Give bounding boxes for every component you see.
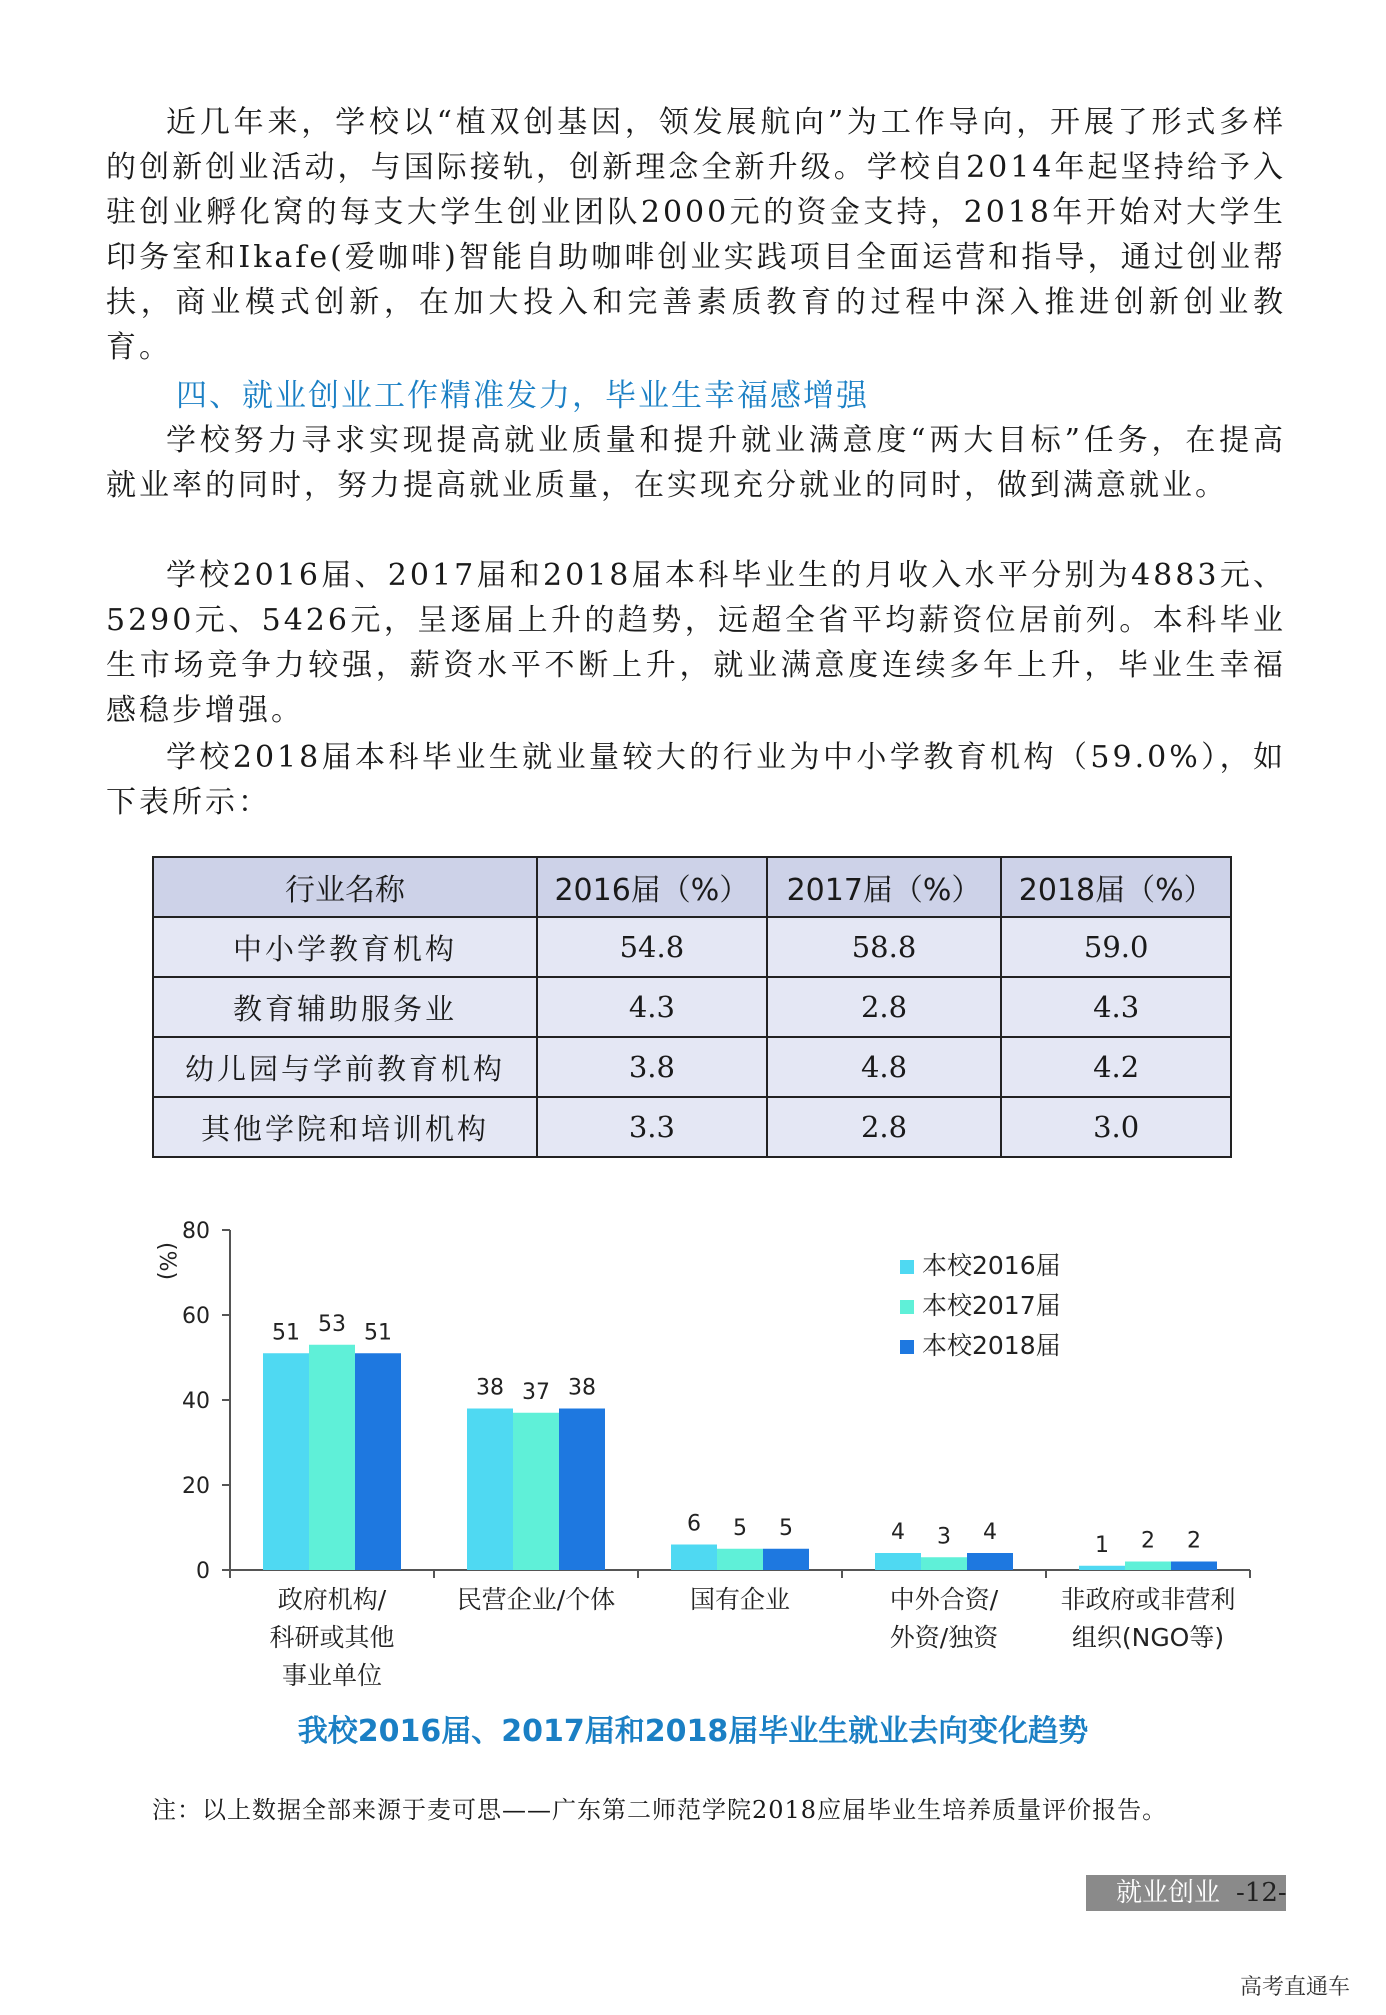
bar bbox=[513, 1413, 559, 1570]
bar-value-label: 2 bbox=[1141, 1528, 1155, 1554]
bar bbox=[671, 1545, 717, 1571]
y-tick-label: 60 bbox=[182, 1304, 210, 1329]
watermark-text: 高考直通车 bbox=[1240, 1975, 1351, 2000]
table-cell: 3.3 bbox=[537, 1097, 767, 1157]
table-cell: 4.3 bbox=[537, 977, 767, 1037]
bar-value-label: 5 bbox=[779, 1515, 793, 1541]
bar-value-label: 1 bbox=[1095, 1532, 1109, 1558]
table-header: 行业名称 bbox=[153, 857, 537, 917]
bar-value-label: 2 bbox=[1187, 1528, 1201, 1554]
bar bbox=[763, 1549, 809, 1570]
footer-section-tab: 就业创业 bbox=[1086, 1875, 1286, 1911]
x-category-label: 非政府或非营利 bbox=[1060, 1585, 1236, 1614]
bar-value-label: 6 bbox=[687, 1511, 701, 1537]
x-category-label: 外资/独资 bbox=[889, 1623, 999, 1652]
bar-value-label: 51 bbox=[272, 1320, 300, 1346]
y-axis-label: (%) bbox=[154, 1242, 179, 1281]
table-cell: 3.8 bbox=[537, 1037, 767, 1097]
legend-label: 本校2016届 bbox=[922, 1251, 1061, 1280]
bar bbox=[355, 1353, 401, 1570]
table-cell: 4.3 bbox=[1001, 977, 1231, 1037]
y-tick-label: 80 bbox=[182, 1219, 210, 1244]
bar-value-label: 38 bbox=[568, 1375, 596, 1401]
bar-value-label: 53 bbox=[318, 1311, 346, 1337]
table-cell: 59.0 bbox=[1001, 917, 1231, 977]
table-header-row bbox=[153, 857, 1231, 917]
employment-trend-chart bbox=[120, 1200, 1280, 1700]
x-category-label: 组织(NGO等) bbox=[1071, 1623, 1225, 1652]
x-category-label: 中外合资/ bbox=[889, 1585, 999, 1614]
bar bbox=[1171, 1562, 1217, 1571]
section-heading: 四、就业创业工作精准发力，毕业生幸福感增强 bbox=[176, 378, 869, 414]
bar bbox=[1079, 1566, 1125, 1570]
chart-caption: 我校2016届、2017届和2018届毕业生就业去向变化趋势 bbox=[297, 1714, 1089, 1749]
table-row bbox=[153, 977, 1231, 1037]
table-cell: 58.8 bbox=[767, 917, 1002, 977]
bar bbox=[309, 1345, 355, 1570]
paragraph-goals: 学校努力寻求实现提高就业质量和提升就业满意度“两大目标”任务，在提高就业率的同时，努力提高就业质量，在实现充分就业的同时，做到满意就业。 bbox=[106, 423, 1286, 503]
bar bbox=[875, 1553, 921, 1570]
x-category-label: 科研或其他 bbox=[269, 1623, 395, 1652]
x-category-label: 政府机构/ bbox=[277, 1585, 387, 1614]
bar-value-label: 37 bbox=[522, 1379, 550, 1405]
table-cell: 其他学院和培训机构 bbox=[153, 1097, 537, 1157]
bar bbox=[467, 1409, 513, 1571]
y-tick-label: 20 bbox=[182, 1474, 210, 1499]
table-cell: 中小学教育机构 bbox=[153, 917, 537, 977]
table-header: 2016届（%） bbox=[537, 857, 767, 917]
table-cell: 教育辅助服务业 bbox=[153, 977, 537, 1037]
table-cell: 2.8 bbox=[767, 1097, 1002, 1157]
table-row bbox=[153, 1097, 1231, 1157]
bar bbox=[263, 1353, 309, 1570]
legend-label: 本校2018届 bbox=[922, 1331, 1061, 1360]
paragraph-industry: 学校2018届本科毕业生就业量较大的行业为中小学教育机构（59.0%），如下表所示： bbox=[106, 740, 1286, 820]
bar-value-label: 4 bbox=[891, 1520, 905, 1545]
table-row bbox=[153, 1037, 1231, 1097]
table-cell: 2.8 bbox=[767, 977, 1002, 1037]
table-cell: 54.8 bbox=[537, 917, 767, 977]
source-note: 注：以上数据全部来源于麦可思——广东第二师范学院2018应届毕业生培养质量评价报告。 bbox=[152, 1796, 1168, 1824]
x-category-label: 国有企业 bbox=[689, 1585, 791, 1614]
legend-swatch bbox=[900, 1340, 914, 1354]
paragraph-income: 学校2016届、2017届和2018届本科毕业生的月收入水平分别为4883元、5290元、5426元，呈逐届上升的趋势，远超全省平均薪资位居前列。本科毕业生市场竞争力较强，薪资水平不断上升，就业满意度连续多年上升，毕业生幸福感稳步增强。 bbox=[106, 558, 1286, 728]
bar-value-label: 3 bbox=[937, 1524, 951, 1550]
table-cell: 3.0 bbox=[1001, 1097, 1231, 1157]
bar bbox=[921, 1557, 967, 1570]
x-category-label: 民营企业/个体 bbox=[456, 1585, 616, 1614]
industry-table bbox=[152, 856, 1232, 1158]
table-cell: 幼儿园与学前教育机构 bbox=[153, 1037, 537, 1097]
table-row bbox=[153, 917, 1231, 977]
bar bbox=[967, 1553, 1013, 1570]
bar-value-label: 4 bbox=[983, 1520, 997, 1545]
bar bbox=[1125, 1562, 1171, 1571]
page-number: -12- bbox=[1236, 1878, 1287, 1908]
legend-swatch bbox=[900, 1260, 914, 1274]
x-category-label: 事业单位 bbox=[281, 1661, 383, 1690]
bar bbox=[559, 1409, 605, 1571]
table-cell: 4.2 bbox=[1001, 1037, 1231, 1097]
legend-label: 本校2017届 bbox=[922, 1291, 1061, 1320]
bar bbox=[717, 1549, 763, 1570]
paragraph-intro: 近几年来，学校以“植双创基因，领发展航向”为工作导向，开展了形式多样的创新创业活动，与国际接轨，创新理念全新升级。学校自2014年起坚持给予入驻创业孵化窝的每支大学生创业团队2000元的资金支持，2018年开始对大学生印务室和Ikafe(爱咖啡)智能自助咖啡创业实践项目全面运营和指导，通过创业帮扶，商业模式创新，在加大投入和完善素质教育的过程中深入推进创新创业教育。 bbox=[106, 105, 1286, 365]
table-cell: 4.8 bbox=[767, 1037, 1002, 1097]
table-header: 2017届（%） bbox=[767, 857, 1002, 917]
table-header: 2018届（%） bbox=[1001, 857, 1231, 917]
bar-value-label: 5 bbox=[733, 1515, 747, 1541]
bar-value-label: 51 bbox=[364, 1320, 392, 1346]
bar-value-label: 38 bbox=[476, 1375, 504, 1401]
y-tick-label: 40 bbox=[182, 1389, 210, 1414]
legend-swatch bbox=[900, 1300, 914, 1314]
y-tick-label: 0 bbox=[196, 1559, 210, 1584]
